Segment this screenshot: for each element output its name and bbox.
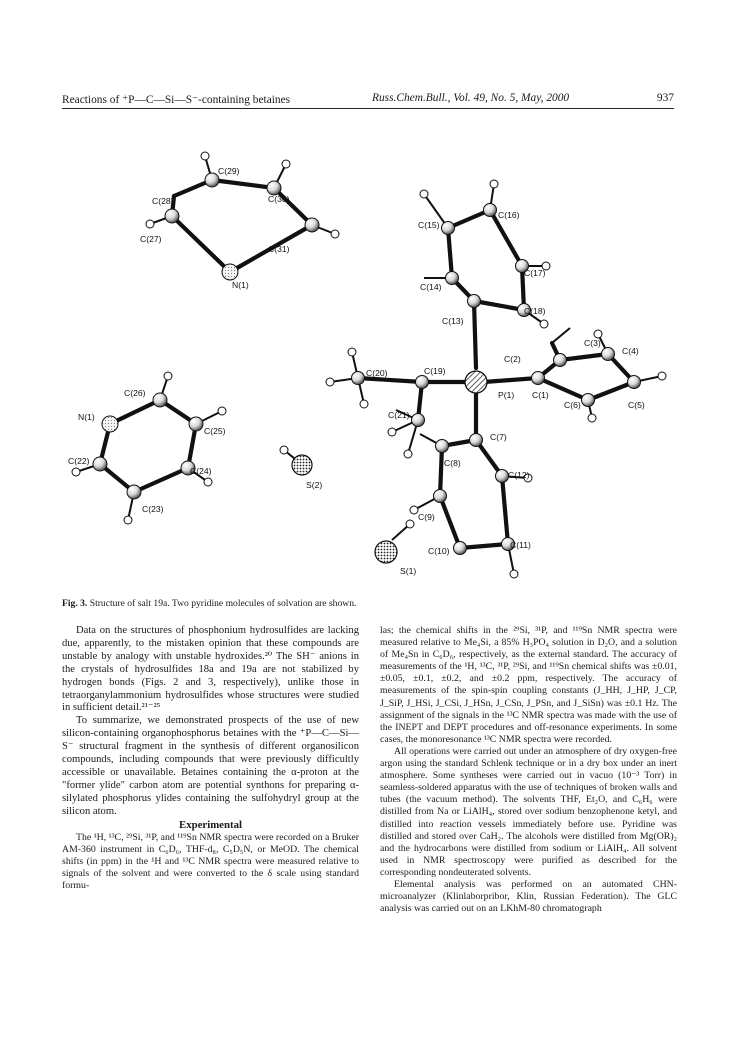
caption-text: Structure of salt 19a. Two pyridine molecules of solvation are shown. <box>89 598 357 609</box>
label-c4: C(4) <box>622 346 639 356</box>
label-c24: C(24) <box>190 466 212 476</box>
label-c31: C(31) <box>268 244 290 254</box>
label-c10: C(10) <box>428 546 450 556</box>
caption-label: Fig. 3. <box>62 598 88 609</box>
pyridine-b-atoms <box>72 372 226 524</box>
hydrosulfide-anion-s2 <box>280 446 312 475</box>
label-c23: C(23) <box>142 504 164 514</box>
label-n1a: N(1) <box>232 280 249 290</box>
label-c28: C(28) <box>152 196 174 206</box>
hydrosulfide-anion-s1 <box>375 520 414 563</box>
paragraph-chemical-shifts: las; the chemical shifts in the ²⁹Si, ³¹P, and ¹¹⁹Sn NMR spectra were measured relative to Me₄Si, a 85% H₃PO₄ solution in D₂O, and a solution of Me₄Sn in C₆D₆, respectively, as the external standard. The accuracy of measurements of the ¹H, ¹³C, ³¹P, ²⁹Si, and ¹¹⁹Sn chemical shifts was ±0.01, ±0.05, ±0.1, ±0.2, and ±0.2 ppm, respectively. The accuracy of measurements of the spin-spin coupling constants (J_HH, J_HP, J_CP, J_SiP, J_HSi, J_CSi, J_HSn, J_CSn, J_PSn, and J_SiSn) was ±0.1 Hz. The assignment of the signals in the ¹³C NMR spectra was made with the use of the INEPT and DEPT procedures and off-resonance experiments. In some cases, the monoresonance ¹³C NMR spectra were recorded. <box>380 625 677 745</box>
label-c1: C(1) <box>532 390 549 400</box>
molecule-drawing <box>62 128 674 598</box>
label-c13: C(13) <box>442 316 464 326</box>
paragraph-operations: All operations were carried out under an atmosphere of dry oxygen-free argon using the standard Schlenk technique or in a dry box under an inert atmosphere. Some syntheses were carried out in vacuo (10⁻³ Torr) in seamless-soldered apparatus with the use of techniques of broken walls and tubes (the vacuum method). The solvents THF, Et₂O, and C₆H₆ were distilled from Na or LiAlH₄, stored over sodium benzophenone ketyl, and distilled into reaction vessels immediately before use. Pyridine was distilled and stored over CaH₂. The alcohols were distilled from Mg(OR)₂ and the hydrocarbons were distilled from sodium or LiAlH₄. All solvent used in NMR spectroscopy were purified as described for the corresponding nondeuterated solvents. <box>380 745 677 878</box>
label-c5: C(5) <box>628 400 645 410</box>
label-c30: C(30) <box>268 194 290 204</box>
label-c17: C(17) <box>524 268 546 278</box>
label-c26: C(26) <box>124 388 146 398</box>
figure-caption <box>62 598 674 609</box>
label-c8: C(8) <box>444 458 461 468</box>
right-column <box>380 625 677 915</box>
label-c19: C(19) <box>424 366 446 376</box>
paragraph-elemental-analysis: Elemental analysis was performed on an automated CHN-microanalyzer (Klinlaborpribor, Klin, Russian Federation). The GLC analysis was carried out on an LKhM-80 chromatograph <box>380 878 677 915</box>
phenyl-ring-c13-c18 <box>448 210 524 368</box>
label-c21: C(21) <box>388 410 410 420</box>
label-s1: S(1) <box>400 566 417 576</box>
header-article-title: Reactions of ⁺P—C—Si—S⁻-containing betaines <box>62 94 291 106</box>
label-p1: P(1) <box>498 390 515 400</box>
header-page-number: 937 <box>656 92 674 104</box>
label-c9: C(9) <box>418 512 435 522</box>
pyridine-a <box>172 180 312 272</box>
paragraph-hydrosulfides: Data on the structures of phosphonium hydrosulfides are lacking due, apparently, to the mistaken opinion that these compounds are unstable by analogy with unstable hydroxides.²⁰ The SH⁻ anions in the crystals of hydrosulfides 18a and 19a are not stabilized by hydrogen bonds (Figs. 2 and 3, respectively), unlike those in tetraorganylammonium hydrosulfides whose structures were studied in sufficient detail.²¹⁻²⁵ <box>62 625 359 714</box>
label-c12: C(12) <box>508 470 530 480</box>
label-c15: C(15) <box>418 220 440 230</box>
label-c14: C(14) <box>420 282 442 292</box>
label-c18: C(18) <box>524 306 546 316</box>
label-c20: C(20) <box>366 368 388 378</box>
label-c16: C(16) <box>498 210 520 220</box>
header-journal: Russ.Chem.Bull., Vol. 49, No. 5, May, 2000 <box>372 92 570 104</box>
label-c7: C(7) <box>490 432 507 442</box>
section-title-experimental: Experimental <box>179 818 242 831</box>
paragraph-summary: To summarize, we demonstrated prospects of the use of new silicon-containing organophosphorus betaines with the ⁺P—C—Si—S⁻ structural fragment in the synthesis of different organosilicon compounds, including compounds that were previously difficultly accessible or unavailable. Betaines containing the α-proton at the "former ylide" carbon atom are potential synthons for preparing α-silylated phosphorus ylides containing the sulfohydryl group at the silicon atom. <box>62 715 359 817</box>
label-c3: C(3) <box>584 338 601 348</box>
label-c2: C(2) <box>504 354 521 364</box>
label-c25: C(25) <box>204 426 226 436</box>
pyridine-a-atoms <box>146 152 339 280</box>
crystal-structure-figure <box>62 128 674 598</box>
label-c11: C(11) <box>510 540 531 550</box>
label-c27: C(27) <box>140 234 162 244</box>
left-column <box>62 625 359 892</box>
label-s2: S(2) <box>306 480 323 490</box>
running-header <box>62 92 674 109</box>
phosphorus-atom <box>465 371 487 393</box>
paragraph-nmr-instrument: The ¹H, ¹³C, ²⁹Si, ³¹P, and ¹¹⁹Sn NMR spectra were recorded on a Bruker AM-360 instrument in C₆D₆, THF-d₈, C₅D₅N, or MeOD. The chemical shifts (in ppm) in the ¹H and ¹³C NMR spectra were measured relative to signals of the solvent and were converted to the δ scale using standard formu- <box>62 831 359 891</box>
pyridine-b <box>100 400 196 492</box>
label-c29: C(29) <box>218 166 240 176</box>
label-n1b: N(1) <box>78 412 95 422</box>
label-c6: C(6) <box>564 400 581 410</box>
label-c22: C(22) <box>68 456 90 466</box>
